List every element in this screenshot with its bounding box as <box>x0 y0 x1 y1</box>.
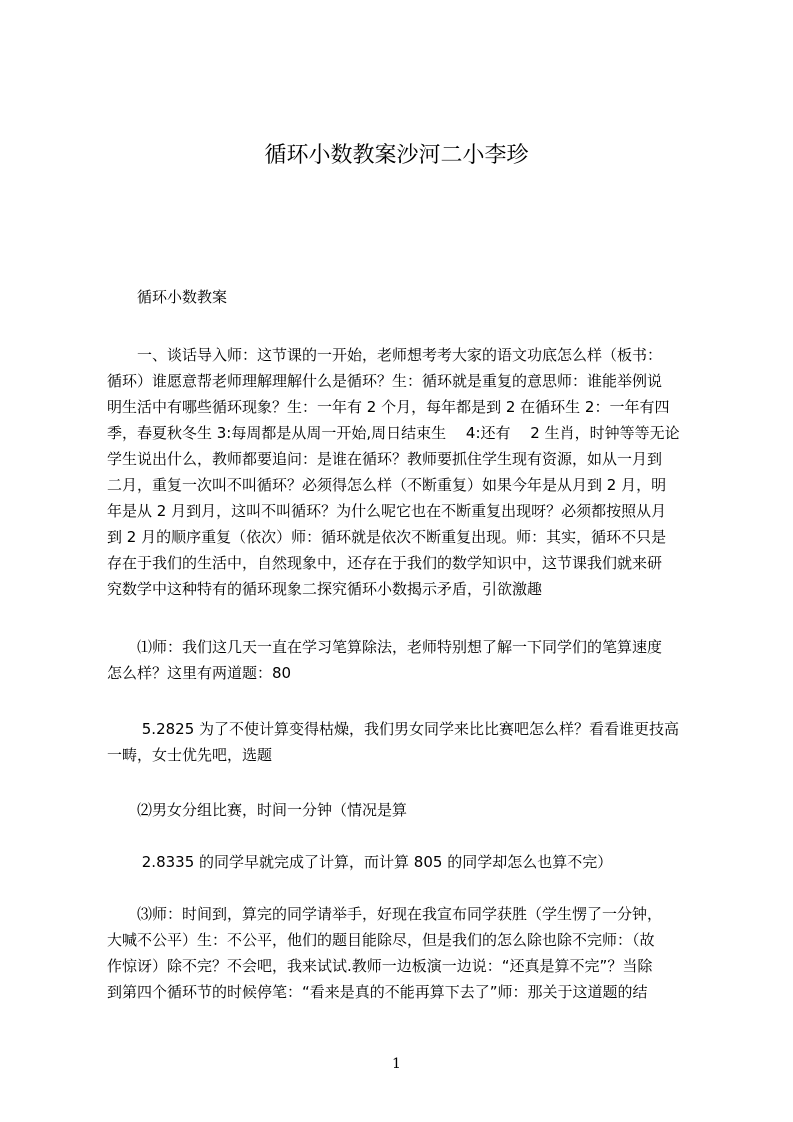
text-line: ⑵男女分组比赛，时间一分钟（情况是算 <box>107 801 408 819</box>
text-line: 到第四个循环节的时候停笔：“看来是真的不能再算下去了”师：那关于这道题的结 <box>107 983 648 1001</box>
text-line: ⑴师：我们这几天一直在学习笔算除法，老师特别想了解一下同学们的笔算速度 <box>107 638 663 656</box>
text-line: 一、谈话导入师：这节课的一开始，老师想考考大家的语文功底怎么样（板书： <box>107 346 663 364</box>
text-line: 作惊讶）除不完？不会吧，我来试试.教师一边板演一边说：“还真是算不完”？当除 <box>107 957 653 975</box>
document-title: 循环小数教案沙河二小李珍 <box>264 143 529 168</box>
text-line: ⑶师：时间到，算完的同学请举手，好现在我宣布同学获胜（学生愣了一分钟， <box>107 905 663 923</box>
text-line: 怎么样？这里有两道题：80 <box>107 664 292 682</box>
paragraph-step-2 <box>107 797 707 823</box>
text-line: 2.8335 的同学早就完成了计算，而计算 805 的同学却怎么也算不完） <box>107 853 613 871</box>
paragraph-result <box>107 849 707 875</box>
paragraph-heading <box>107 284 707 310</box>
text-line: 学生说出什么，教师都要追问：是谁在循环？教师要抓住学生现有资源，如从一月到 <box>107 450 663 468</box>
text-line: 究数学中这种特有的循环现象二探究循环小数揭示矛盾，引欲激趣 <box>107 580 543 598</box>
text-line: 季，春夏秋冬生 3:每周都是从周一开始,周日结束生 4:还有 2 生肖，时钟等等无论 <box>107 424 680 442</box>
paragraph-intro <box>107 342 707 602</box>
text-line: 二月，重复一次叫不叫循环？必须得怎么样（不断重复）如果今年是从月到 2 月，明 <box>107 476 667 494</box>
text-line: 一畴，女士优先吧，选题 <box>107 746 273 764</box>
text-line: 循环小数教案 <box>107 288 228 306</box>
paragraph-step-3 <box>107 901 707 1005</box>
text-line: 年是从 2 月到月，这叫不叫循环？为什么呢它也在不断重复出现呀？必须都按照从月 <box>107 502 667 520</box>
paragraph-division <box>107 716 707 768</box>
paragraph-step-1 <box>107 634 707 686</box>
text-line: 循环）谁愿意帮老师理解理解什么是循环？生：循环就是重复的意思师：谁能举例说 <box>107 372 663 390</box>
text-line: 大喊不公平）生：不公平，他们的题目能除尽，但是我们的怎么除也除不完师：（故 <box>107 931 655 949</box>
page-number: 1 <box>392 1056 401 1072</box>
text-line: 到 2 月的顺序重复（依次）师：循环就是依次不断重复出现。师：其实，循环不只是 <box>107 528 667 546</box>
text-line: 存在于我们的生活中，自然现象中，还存在于我们的数学知识中，这节课我们就来研 <box>107 554 663 572</box>
text-line: 明生活中有哪些循环现象？生：一年有 2 个月，每年都是到 2 在循环生 2：一年有四 <box>107 398 670 416</box>
text-line: 5.2825 为了不使计算变得枯燥，我们男女同学来比比赛吧怎么样？看看谁更技高 <box>107 720 680 738</box>
